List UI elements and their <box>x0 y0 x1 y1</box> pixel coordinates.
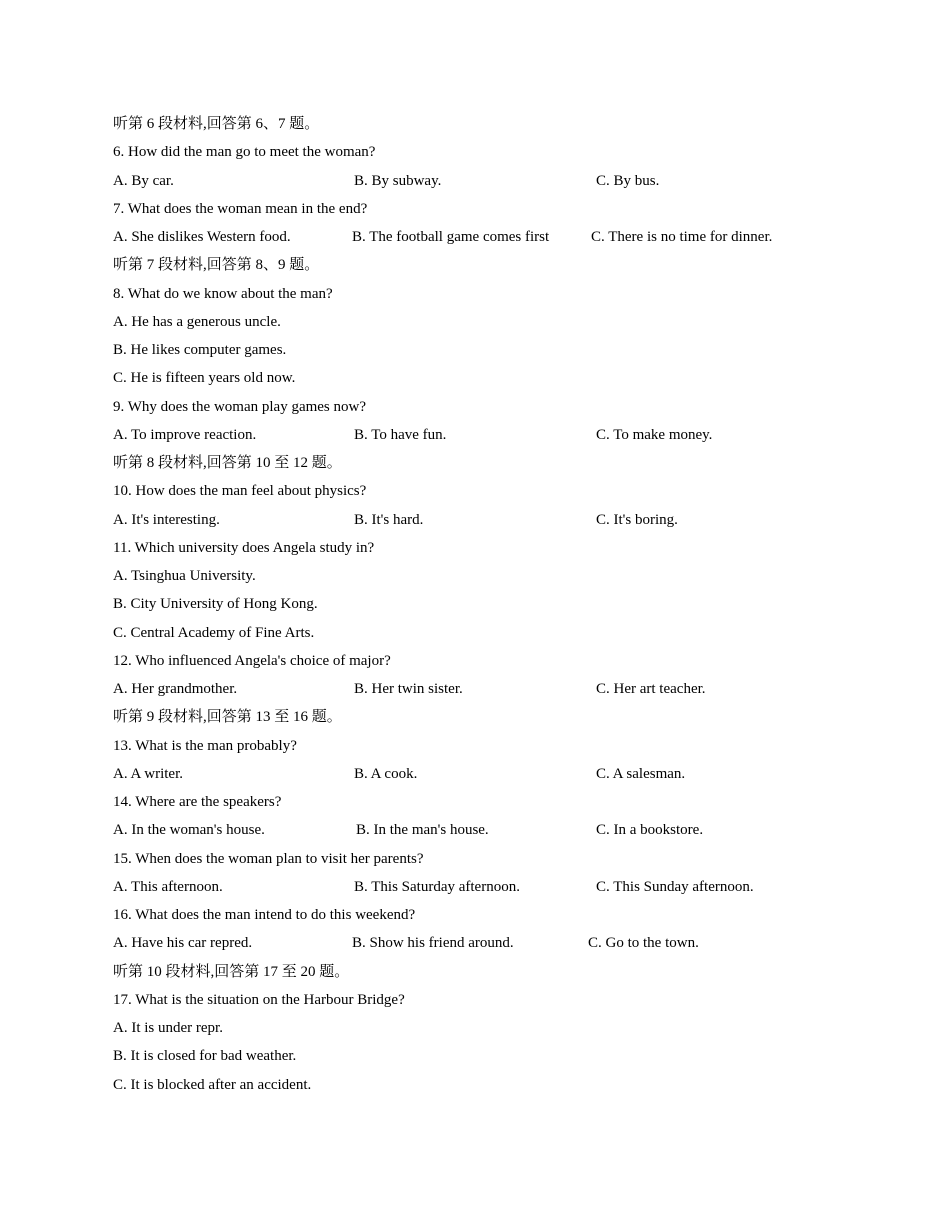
options-row-6 <box>113 167 873 195</box>
options-row-10 <box>113 506 873 534</box>
section-heading-8: 听第 8 段材料,回答第 10 至 12 题。 <box>113 455 342 471</box>
option-b: B. Show his friend around. <box>352 935 514 952</box>
options-row-13 <box>113 760 873 788</box>
question-stem-14: 14. Where are the speakers? <box>113 794 282 810</box>
question-stem-16: 16. What does the man intend to do this weekend? <box>113 907 416 923</box>
section-heading-6: 听第 6 段材料,回答第 6、7 题。 <box>113 116 320 132</box>
option-a: A. This afternoon. <box>113 878 223 895</box>
option-line-17c: C. It is blocked after an accident. <box>113 1076 312 1093</box>
section-heading-7: 听第 7 段材料,回答第 8、9 题。 <box>113 257 320 274</box>
option-c: C. It's boring. <box>596 511 678 528</box>
option-a: A. By car. <box>113 172 174 189</box>
option-c: C. A salesman. <box>596 765 686 782</box>
option-a: A. A writer. <box>113 765 183 782</box>
option-a: A. To improve reaction. <box>113 426 257 443</box>
option-c: C. In a bookstore. <box>596 822 704 839</box>
option-line-17b: B. It is closed for bad weather. <box>113 1048 297 1065</box>
question-stem-9: 9. Why does the woman play games now? <box>113 398 367 415</box>
option-line-11c: C. Central Academy of Fine Arts. <box>113 624 315 641</box>
question-stem-17: 17. What is the situation on the Harbour Bridge? <box>113 991 405 1008</box>
options-row-14 <box>113 816 873 844</box>
options-row-16 <box>113 929 873 957</box>
option-a: A. Have his car repred. <box>113 935 253 952</box>
option-line-11a: A. Tsinghua University. <box>113 568 256 584</box>
question-stem-7: 7. What does the woman mean in the end? <box>113 200 368 217</box>
options-row-9 <box>113 421 873 449</box>
option-b: B. A cook. <box>354 765 418 782</box>
options-row-7 <box>113 223 873 251</box>
option-b: B. By subway. <box>354 172 442 189</box>
option-line-17a: A. It is under repr. <box>113 1020 223 1036</box>
question-stem-13: 13. What is the man probably? <box>113 737 297 754</box>
option-a: A. She dislikes Western food. <box>113 229 291 245</box>
option-b: B. Her twin sister. <box>354 681 463 697</box>
question-stem-15: 15. When does the woman plan to visit her parents? <box>113 850 424 867</box>
option-line-8b: B. He likes computer games. <box>113 342 287 358</box>
question-stem-11: 11. Which university does Angela study in? <box>113 539 375 556</box>
option-line-8c: C. He is fifteen years old now. <box>113 370 296 387</box>
option-line-11b: B. City University of Hong Kong. <box>113 596 318 613</box>
option-c: C. Go to the town. <box>588 935 699 952</box>
options-row-15 <box>113 873 873 901</box>
question-stem-10: 10. How does the man feel about physics? <box>113 483 367 500</box>
option-a: A. In the woman's house. <box>113 822 265 839</box>
option-b: B. The football game comes first <box>352 229 550 245</box>
question-stem-8: 8. What do we know about the man? <box>113 285 333 302</box>
option-c: C. There is no time for dinner. <box>591 229 773 245</box>
section-heading-9: 听第 9 段材料,回答第 13 至 16 题。 <box>113 709 342 726</box>
option-b: B. To have fun. <box>354 426 447 443</box>
option-line-8a: A. He has a generous uncle. <box>113 313 281 330</box>
option-c: C. By bus. <box>596 172 660 189</box>
question-stem-6: 6. How did the man go to meet the woman? <box>113 144 376 161</box>
option-b: B. This Saturday afternoon. <box>354 878 520 895</box>
option-a: A. Her grandmother. <box>113 681 238 697</box>
option-c: C. Her art teacher. <box>596 681 706 697</box>
question-stem-12: 12. Who influenced Angela's choice of major? <box>113 652 391 669</box>
exam-content <box>113 110 873 1099</box>
option-b: B. It's hard. <box>354 511 424 528</box>
option-c: C. To make money. <box>596 426 713 443</box>
option-c: C. This Sunday afternoon. <box>596 878 754 895</box>
options-row-12 <box>113 675 873 703</box>
option-b: B. In the man's house. <box>356 822 489 839</box>
section-heading-10: 听第 10 段材料,回答第 17 至 20 题。 <box>113 963 350 980</box>
option-a: A. It's interesting. <box>113 511 220 528</box>
